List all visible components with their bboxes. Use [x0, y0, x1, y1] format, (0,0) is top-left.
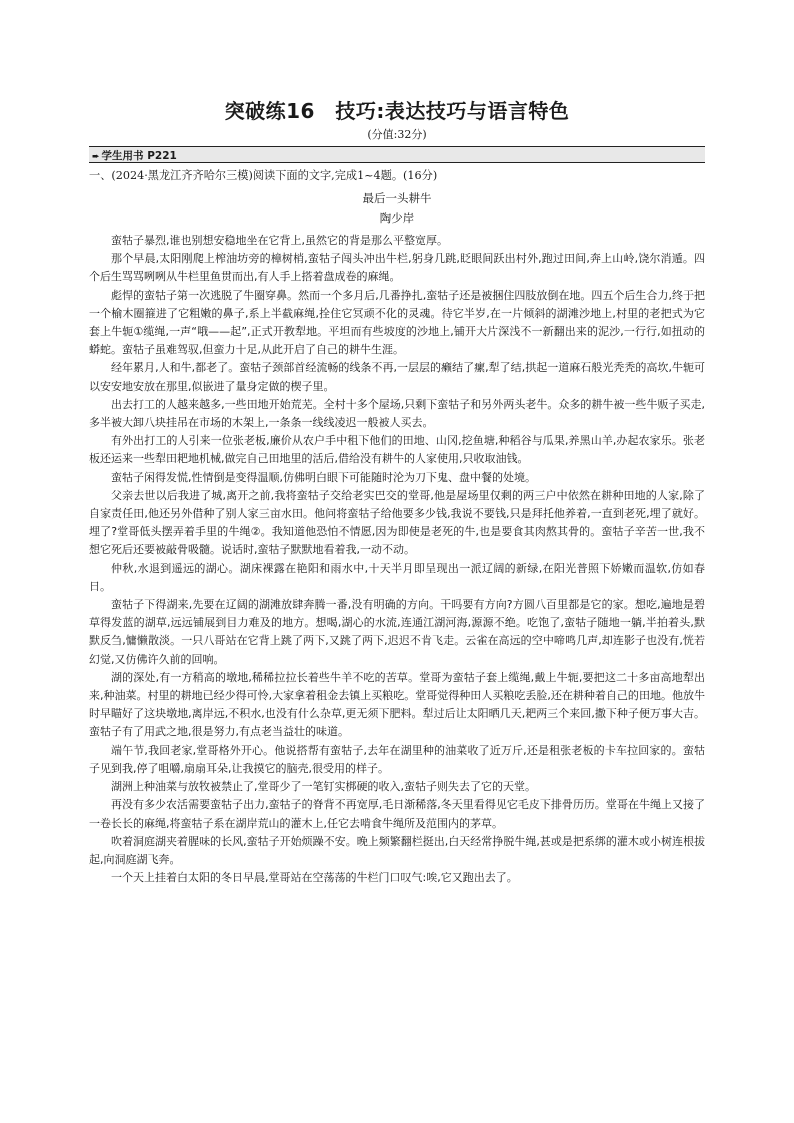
- paragraph: 湖洲上种油菜与放牧被禁止了,堂哥少了一笔钉实梆硬的收入,蛮牯子则失去了它的天堂。: [111, 780, 536, 794]
- paragraph: 有外出打工的人引来一位张老板,廉价从农户手中租下他们的田地、山冈,挖鱼塘,种稻谷与瓜果,养黑山羊,办起农家乐。张老板还运来一些犁田耙地机械,做完自己田地里的活后,借给没有耕牛的人家使用,只收取油钱。: [89, 434, 705, 466]
- paragraph: 出去打工的人越来越多,一些田地开始荒芜。全村十多个屋场,只剩下蛮牯子和另外两头老牛。众多的耕牛被一些牛贩子买走,多半被大卸八块挂吊在市场的木架上,一条条一线线凌迟一般被人买去。: [89, 397, 705, 430]
- paragraph: 端午节,我回老家,堂哥格外开心。他说搭帮有蛮牯子,去年在湖里种的油菜收了近万斤,还是租张老板的卡车拉回家的。蛮牯子见到我,停了咀嚼,扇扇耳朵,让我摸它的脑壳,很受用的样子。: [89, 743, 705, 775]
- paragraph: 仲秋,水退到遥远的湖心。湖床裸露在艳阳和雨水中,十天半月即呈现出一派辽阔的新绿,在阳光普照下娇嫩而温软,仿如春日。: [89, 561, 705, 593]
- question-intro: 一、(2024·黑龙江齐齐哈尔三模)阅读下面的文字,完成1~4题。(16分): [89, 169, 438, 182]
- paragraph: 蛮牯子下得湖来,先要在辽阔的湖滩放肆奔腾一番,没有明确的方向。干吗要有方向?方圆八百里都是它的家。想吃,遍地是碧草得发蓝的湖草,远远铺展到目力难及的地方。想喝,湖心的水流,连通江湖河海,源源不绝。吃饱了,蛮牯子随地一躺,半拍着头,默默反刍,慵懒散淡。一只八哥站在它背上跳了两下,又跳了两下,迟迟不肯飞走。云雀在高远的空中啼鸣几声,却连影子也没有,恍若幻觉,又仿佛许久前的回响。: [89, 598, 705, 666]
- book-reference-bar: [89, 146, 705, 163]
- paragraph: 蛮牯子闲得发慌,性情倒是变得温顺,仿佛明白眼下可能随时沦为刀下鬼、盘中餐的处境。: [111, 470, 536, 484]
- article-title: 最后一头耕牛: [362, 191, 432, 205]
- book-reference-text: 学生用书 P221: [101, 150, 177, 162]
- paragraph: 那个早晨,太阳刚爬上榨油坊旁的樟树梢,蛮牯子闯头冲出牛栏,躬身几跳,眨眼间跃出村外,跑过田间,奔上山岭,饶尔消遁。四个后生骂骂咧咧从牛栏里鱼贯而出,有人手上搭着盘成卷的麻绳。: [89, 252, 705, 284]
- page-title: 突破练16 技巧:表达技巧与语言特色: [224, 99, 570, 123]
- paragraph: 蛮牯子暴烈,谁也别想安稳地坐在它背上,虽然它的背是那么平整宽厚。: [111, 234, 448, 247]
- paragraph: 经年累月,人和牛,都老了。蛮牯子颈部首经流畅的线条不再,一层层的癞结了瘰,犁了结,拱起一道麻石般光秃秃的高坎,牛轭可以安安地安放在那里,似嵌进了量身定做的楔子里。: [89, 361, 705, 393]
- paragraph: 一个天上挂着白太阳的冬日早晨,堂哥站在空荡荡的牛栏门口叹气:唉,它又跑出去了。: [111, 871, 518, 885]
- article-author: 陶少岸: [379, 211, 415, 225]
- paragraph: 彪悍的蛮牯子第一次逃脱了牛圈穿鼻。然而一个多月后,几番挣扎,蛮牯子还是被捆住四肢放倒在地。四五个后生合力,终于把一个榆木圈箍进了它粗嫩的鼻子,系上半截麻绳,拴住它冥顽不化的灵魂。待它半岁,在一片倾斜的湖滩沙地上,村里的老把式为它套上牛轭①缆绳,一声“哦——起”,正式开教犁地。平坦而有些坡度的沙地上,铺开大片深浅不一新翻出来的泥沙,一行行,如扭动的蟒蛇。蛮牯子虽难驾驭,但蛮力十足,从此开启了自己的耕牛生涯。: [89, 288, 705, 357]
- paragraph: 吹着洞庭湖夹着腥味的长风,蛮牯子开始烦躁不安。晚上频繁翻栏挺出,白天经常挣脱牛绳,甚或是把系绑的灌木或小树连根拔起,向洞庭湖飞奔。: [89, 834, 705, 866]
- arrow-icon: ➨: [92, 152, 100, 162]
- paragraph: 父亲去世以后我进了城,离开之前,我将蛮牯子交给老实巴交的堂哥,他是屋场里仅剩的两三户中依然在耕种田地的人家,除了自家责任田,他还另外借种了别人家三亩水田。他问将蛮牯子给他要多少钱,我说不要钱,只是拜托他养着,一直到老死,埋了就好。埋了?堂哥低头摆弄着手里的牛绳②。我知道他恐怕不情愿,因为即使是老死的牛,也是要食其肉熬其骨的。蛮牯子辛苦一世,我不想它死后还要被敲骨吸髓。说话时,蛮牯子默默地看着我,一动不动。: [89, 488, 705, 557]
- book-reference: [92, 148, 177, 163]
- score-note: (分值:32分): [367, 128, 427, 141]
- paragraph: 再没有多少农活需要蛮牯子出力,蛮牯子的脊背不再宽厚,毛日渐稀落,冬天里看得见它毛皮下排骨历历。堂哥在牛绳上又接了一卷长长的麻绳,将蛮牯子系在湖岸荒山的灌木上,任它去啃食牛绳所及范围内的茅草。: [89, 798, 705, 830]
- paragraph: 湖的深处,有一方稍高的墩地,稀稀拉拉长着些牛羊不吃的苦草。堂哥为蛮牯子套上缆绳,戴上牛轭,要把这二十多亩高地犁出来,种油菜。村里的耕地已经少得可怜,大家拿着租金去镇上买粮吃。堂哥觉得种田人买粮吃丢脸,还在耕种着自己的田地。他放牛时早瞄好了这块墩地,离岸远,不积水,也没有什么杂草,更无须下肥料。犁过后让太阳晒几天,耙两三个来回,撒下种子便万事大吉。蛮牯子有了用武之地,很是努力,有点老当益壮的味道。: [89, 670, 705, 739]
- article-body: [89, 232, 705, 887]
